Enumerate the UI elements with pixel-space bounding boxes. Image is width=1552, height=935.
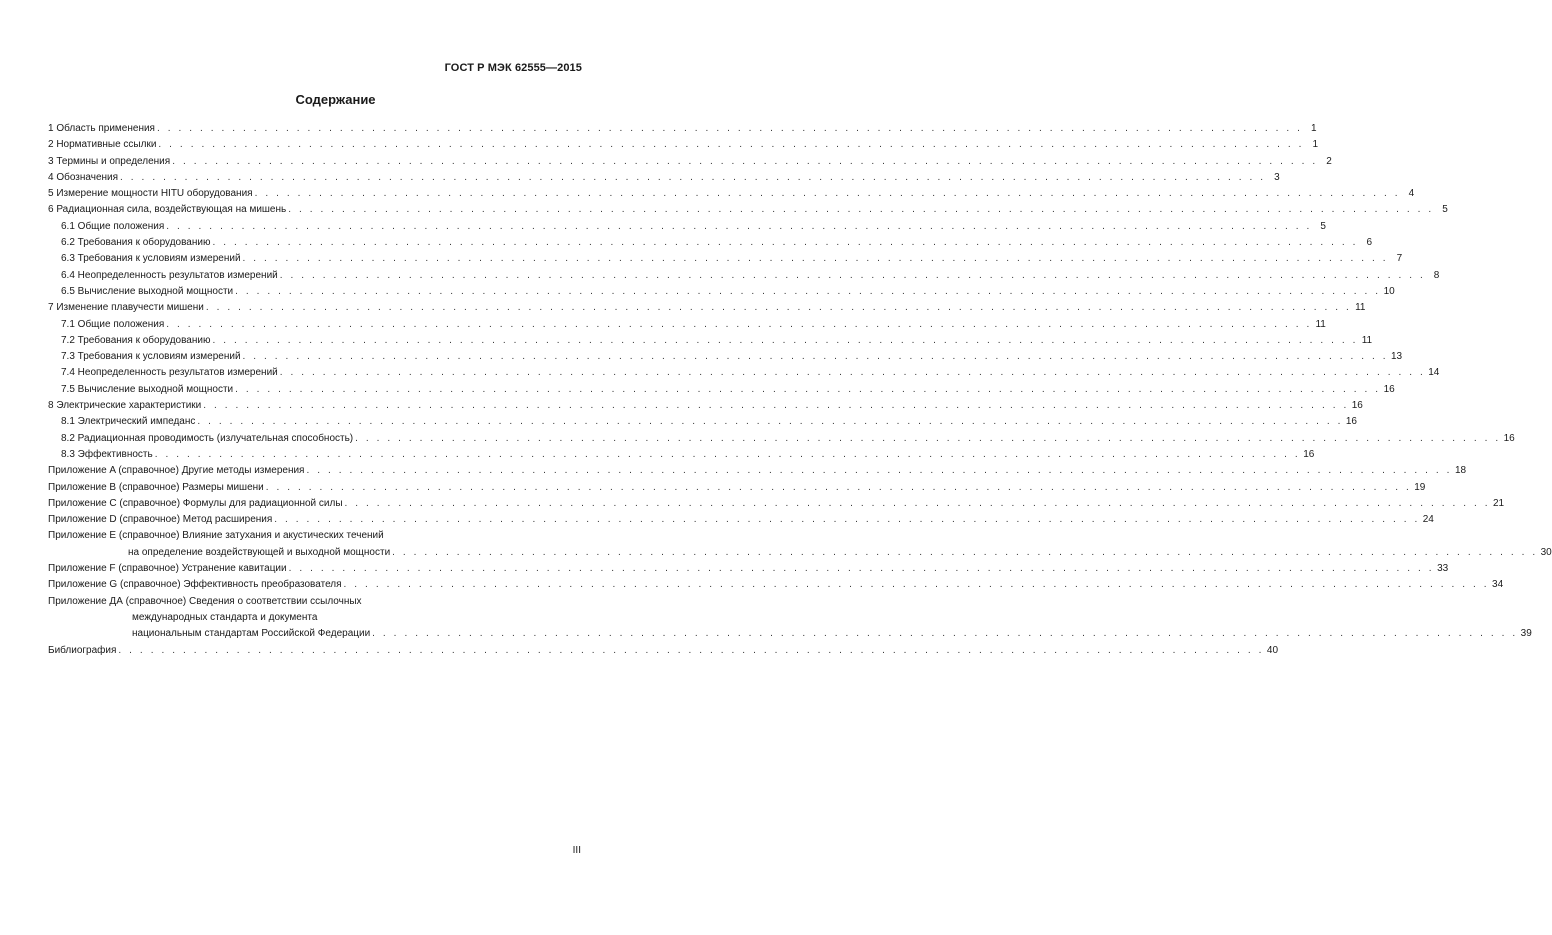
- toc-entry-label: 5 Измерение мощности HITU оборудования: [48, 188, 253, 200]
- toc-entry-annex-c[interactable]: [48, 496, 1505, 512]
- toc-entry-page: 10: [1383, 285, 1395, 297]
- leader-dots: . . . . . . . . . . . . . . . . . . . . . . . . . . . . . . . . . . . . . . . . . . . . . . . . . . . . . . . . . . . . . . . . . . . . . . . . . . . . . . . . . . . . . . . . . . . . . . . . . . . . . . . . . . .: [166, 220, 1312, 232]
- toc-entry-label: 6.4 Неопределенность результатов измерений: [61, 269, 278, 281]
- toc-entry-page: 16: [1351, 400, 1363, 412]
- leader-dots: . . . . . . . . . . . . . . . . . . . . . . . . . . . . . . . . . . . . . . . . . . . . . . . . . . . . . . . . . . . . . . . . . . . . . . . . . . . . . . . . . . . . . . . . . . . . . . . . . . . . . . . . . . .: [279, 367, 1426, 379]
- toc-entry-label: 7 Изменение плавучести мишени: [48, 302, 204, 314]
- toc-entry-annex-a[interactable]: [48, 463, 1467, 479]
- toc-entry-1[interactable]: [48, 121, 1317, 137]
- toc-entry-label-line1: Приложение E (справочное) Влияние затухания и акустических течений: [48, 530, 384, 542]
- toc-entry-bibliography[interactable]: [48, 643, 1279, 659]
- toc-entry-label: 6.5 Вычисление выходной мощности: [61, 285, 234, 297]
- leader-dots: . . . . . . . . . . . . . . . . . . . . . . . . . . . . . . . . . . . . . . . . . . . . . . . . . . . . . . . . . . . . . . . . . . . . . . . . . . . . . . . . . . . . . . . . . . . . . . . . . . . . . . . . . . .: [158, 139, 1305, 151]
- toc-entry-page: 16: [1503, 432, 1515, 444]
- toc-entry-page: 24: [1422, 514, 1434, 526]
- toc-entry-label: 8.2 Радиационная проводимость (излучательная способность): [61, 432, 354, 444]
- table-of-contents: [48, 121, 1552, 659]
- toc-entry-page: 21: [1493, 497, 1505, 509]
- toc-entry-8-3[interactable]: [48, 447, 1315, 463]
- leader-dots: . . . . . . . . . . . . . . . . . . . . . . . . . . . . . . . . . . . . . . . . . . . . . . . . . . . . . . . . . . . . . . . . . . . . . . . . . . . . . . . . . . . . . . . . . . . . . . . . . . . . . . . . . . .: [205, 302, 1352, 314]
- toc-entry-8-1[interactable]: [48, 414, 1357, 430]
- toc-entry-annex-e[interactable]: [48, 528, 1552, 561]
- toc-entry-page: 19: [1414, 481, 1426, 493]
- toc-entry-annex-da[interactable]: [48, 594, 1532, 643]
- toc-entry-page: 16: [1383, 383, 1395, 395]
- toc-entry-page: 40: [1266, 644, 1279, 656]
- toc-entry-page: 5: [1320, 220, 1326, 232]
- toc-entry-label: Приложение G (справочное) Эффективность преобразователя: [48, 579, 342, 591]
- toc-entry-6-1[interactable]: [48, 219, 1326, 235]
- toc-entry-label: 6.3 Требования к условиям измерений: [61, 253, 241, 265]
- toc-entry-6-3[interactable]: [48, 251, 1403, 267]
- toc-entry-label-line1: Приложение ДА (справочное) Сведения о соответствии ссылочных: [48, 595, 362, 607]
- leader-dots: . . . . . . . . . . . . . . . . . . . . . . . . . . . . . . . . . . . . . . . . . . . . . . . . . . . . . . . . . . . . . . . . . . . . . . . . . . . . . . . . . . . . . . . . . . . . . . . . . . . . . . . . . . .: [197, 416, 1343, 428]
- toc-entry-page: 7: [1396, 253, 1403, 265]
- toc-entry-label-line2: на определение воздействующей и выходной мощности: [128, 546, 391, 558]
- toc-entry-page: 18: [1454, 465, 1467, 477]
- leader-dots: . . . . . . . . . . . . . . . . . . . . . . . . . . . . . . . . . . . . . . . . . . . . . . . . . . . . . . . . . . . . . . . . . . . . . . . . . . . . . . . . . . . . . . . . . . . . . . . . . . . . . . . . . . .: [344, 497, 1491, 509]
- toc-entry-page: 6: [1366, 237, 1373, 249]
- toc-entry-label: 8 Электрические характеристики: [48, 400, 202, 412]
- toc-entry-page: 1: [1312, 139, 1319, 151]
- toc-entry-label: 8.3 Эффективность: [61, 448, 153, 460]
- toc-entry-7-3[interactable]: [48, 349, 1403, 365]
- toc-entry-3[interactable]: [48, 154, 1332, 170]
- toc-entry-8-2[interactable]: [48, 431, 1515, 447]
- toc-entry-6[interactable]: [48, 202, 1448, 218]
- toc-entry-page: 13: [1391, 351, 1403, 363]
- toc-entry-page: 11: [1315, 318, 1326, 330]
- leader-dots: . . . . . . . . . . . . . . . . . . . . . . . . . . . . . . . . . . . . . . . . . . . . . . . . . . . . . . . . . . . . . . . . . . . . . . . . . . . . . . . . . . . . . . . . . . . . . . . . . . . . . . . . . . .: [372, 628, 1518, 640]
- toc-entry-7-2[interactable]: [48, 333, 1373, 349]
- toc-entry-6-5[interactable]: [48, 284, 1395, 300]
- toc-entry-7-4[interactable]: [48, 365, 1440, 381]
- toc-entry-6-4[interactable]: [48, 268, 1440, 284]
- toc-entry-annex-g[interactable]: [48, 577, 1504, 593]
- leader-dots: . . . . . . . . . . . . . . . . . . . . . . . . . . . . . . . . . . . . . . . . . . . . . . . . . . . . . . . . . . . . . . . . . . . . . . . . . . . . . . . . . . . . . . . . . . . . . . . . . . . . . . . . . . .: [265, 481, 1412, 493]
- toc-entry-page: 30: [1540, 546, 1552, 558]
- toc-entry-label: 6.1 Общие положения: [61, 220, 165, 232]
- toc-entry-4[interactable]: [48, 170, 1280, 186]
- toc-entry-page: 39: [1520, 628, 1532, 640]
- leader-dots: . . . . . . . . . . . . . . . . . . . . . . . . . . . . . . . . . . . . . . . . . . . . . . . . . . . . . . . . . . . . . . . . . . . . . . . . . . . . . . . . . . . . . . . . . . . . . . . . . . . . . . . . . . .: [203, 400, 1349, 412]
- leader-dots: . . . . . . . . . . . . . . . . . . . . . . . . . . . . . . . . . . . . . . . . . . . . . . . . . . . . . . . . . . . . . . . . . . . . . . . . . . . . . . . . . . . . . . . . . . . . . . . . . . . . . . . . . . .: [254, 188, 1401, 200]
- toc-entry-label-line3: национальным стандартам Российской Федерации: [132, 628, 371, 640]
- toc-entry-page: 3: [1274, 171, 1280, 183]
- toc-entry-page: 11: [1361, 334, 1373, 346]
- toc-entry-label-line2: международных стандарта и документа: [132, 611, 318, 623]
- leader-dots: . . . . . . . . . . . . . . . . . . . . . . . . . . . . . . . . . . . . . . . . . . . . . . . . . . . . . . . . . . . . . . . . . . . . . . . . . . . . . . . . . . . . . . . . . . . . . . . . . . . . . . . . . . .: [154, 448, 1301, 460]
- toc-entry-label: 8.1 Электрический импеданс: [61, 416, 196, 428]
- toc-entry-label: 6 Радиационная сила, воздействующая на мишень: [48, 204, 287, 216]
- leader-dots: . . . . . . . . . . . . . . . . . . . . . . . . . . . . . . . . . . . . . . . . . . . . . . . . . . . . . . . . . . . . . . . . . . . . . . . . . . . . . . . . . . . . . . . . . . . . . . . . . . . . . . . . . . .: [392, 546, 1538, 558]
- toc-entry-page: 14: [1428, 367, 1440, 379]
- toc-entry-page: 34: [1492, 579, 1504, 591]
- standard-code: ГОСТ Р МЭК 62555—2015: [444, 62, 582, 74]
- toc-entry-label: 1 Область применения: [48, 123, 155, 134]
- toc-entry-page: 8: [1433, 269, 1440, 281]
- leader-dots: . . . . . . . . . . . . . . . . . . . . . . . . . . . . . . . . . . . . . . . . . . . . . . . . . . . . . . . . . . . . . . . . . . . . . . . . . . . . . . . . . . . . . . . . . . . . . . . . . . . . . . . . . . .: [242, 253, 1389, 265]
- leader-dots: . . . . . . . . . . . . . . . . . . . . . . . . . . . . . . . . . . . . . . . . . . . . . . . . . . . . . . . . . . . . . . . . . . . . . . . . . . . . . . . . . . . . . . . . . . . . . . . . . . . . . . . . . . .: [355, 432, 1501, 444]
- toc-entry-2[interactable]: [48, 137, 1319, 153]
- toc-entry-label: Приложение D (справочное) Метод расширения: [48, 514, 273, 526]
- toc-entry-label: 3 Термины и определения: [48, 155, 171, 167]
- toc-entry-5[interactable]: [48, 186, 1415, 202]
- toc-entry-label: 4 Обозначения: [48, 171, 119, 183]
- toc-entry-7-5[interactable]: [48, 382, 1395, 398]
- leader-dots: . . . . . . . . . . . . . . . . . . . . . . . . . . . . . . . . . . . . . . . . . . . . . . . . . . . . . . . . . . . . . . . . . . . . . . . . . . . . . . . . . . . . . . . . . . . . . . . . . . . . . . . . . . .: [172, 155, 1318, 167]
- leader-dots: . . . . . . . . . . . . . . . . . . . . . . . . . . . . . . . . . . . . . . . . . . . . . . . . . . . . . . . . . . . . . . . . . . . . . . . . . . . . . . . . . . . . . . . . . . . . . . . . . . . . . . . . . . .: [235, 285, 1381, 297]
- toc-entry-label: Приложение F (справочное) Устранение кавитации: [48, 563, 287, 575]
- toc-entry-label: 7.3 Требования к условиям измерений: [61, 351, 241, 363]
- leader-dots: . . . . . . . . . . . . . . . . . . . . . . . . . . . . . . . . . . . . . . . . . . . . . . . . . . . . . . . . . . . . . . . . . . . . . . . . . . . . . . . . . . . . . . . . . . . . . . . . . . . . . . . . . . .: [235, 383, 1381, 395]
- toc-entry-page: 4: [1408, 188, 1415, 200]
- leader-dots: . . . . . . . . . . . . . . . . . . . . . . . . . . . . . . . . . . . . . . . . . . . . . . . . . . . . . . . . . . . . . . . . . . . . . . . . . . . . . . . . . . . . . . . . . . . . . . . . . . . . . . . . . . .: [212, 334, 1359, 346]
- page-number: III: [572, 845, 581, 856]
- leader-dots: . . . . . . . . . . . . . . . . . . . . . . . . . . . . . . . . . . . . . . . . . . . . . . . . . . . . . . . . . . . . . . . . . . . . . . . . . . . . . . . . . . . . . . . . . . . . . . . . . . . . . . . . . . .: [288, 204, 1434, 216]
- toc-entry-label: Приложение B (справочное) Размеры мишени: [48, 481, 264, 493]
- toc-entry-page: 33: [1437, 563, 1449, 575]
- leader-dots: . . . . . . . . . . . . . . . . . . . . . . . . . . . . . . . . . . . . . . . . . . . . . . . . . . . . . . . . . . . . . . . . . . . . . . . . . . . . . . . . . . . . . . . . . . . . . . . . . . . . . . . . . . .: [274, 514, 1420, 526]
- leader-dots: . . . . . . . . . . . . . . . . . . . . . . . . . . . . . . . . . . . . . . . . . . . . . . . . . . . . . . . . . . . . . . . . . . . . . . . . . . . . . . . . . . . . . . . . . . . . . . . . . . . . . . . . . . .: [288, 563, 1435, 575]
- toc-entry-label: Библиография: [48, 644, 117, 656]
- leader-dots: . . . . . . . . . . . . . . . . . . . . . . . . . . . . . . . . . . . . . . . . . . . . . . . . . . . . . . . . . . . . . . . . . . . . . . . . . . . . . . . . . . . . . . . . . . . . . . . . . . . . . . . . . . .: [166, 318, 1312, 330]
- toc-entry-annex-f[interactable]: [48, 561, 1449, 577]
- toc-title: Содержание: [295, 92, 376, 107]
- toc-entry-label: Приложение C (справочное) Формулы для радиационной силы: [48, 497, 343, 509]
- toc-entry-annex-b[interactable]: [48, 480, 1426, 496]
- leader-dots: . . . . . . . . . . . . . . . . . . . . . . . . . . . . . . . . . . . . . . . . . . . . . . . . . . . . . . . . . . . . . . . . . . . . . . . . . . . . . . . . . . . . . . . . . . . . . . . . . . . . . . . . . . .: [120, 171, 1266, 183]
- leader-dots: . . . . . . . . . . . . . . . . . . . . . . . . . . . . . . . . . . . . . . . . . . . . . . . . . . . . . . . . . . . . . . . . . . . . . . . . . . . . . . . . . . . . . . . . . . . . . . . . . . . . . . . . . . .: [343, 579, 1490, 591]
- toc-entry-page: 16: [1345, 416, 1357, 428]
- toc-entry-label: 7.2 Требования к оборудованию: [61, 334, 211, 346]
- leader-dots: . . . . . . . . . . . . . . . . . . . . . . . . . . . . . . . . . . . . . . . . . . . . . . . . . . . . . . . . . . . . . . . . . . . . . . . . . . . . . . . . . . . . . . . . . . . . . . . . . . . . . . . . . . .: [212, 237, 1359, 249]
- leader-dots: . . . . . . . . . . . . . . . . . . . . . . . . . . . . . . . . . . . . . . . . . . . . . . . . . . . . . . . . . . . . . . . . . . . . . . . . . . . . . . . . . . . . . . . . . . . . . . . . . . . . . . . . . . .: [156, 123, 1303, 134]
- leader-dots: . . . . . . . . . . . . . . . . . . . . . . . . . . . . . . . . . . . . . . . . . . . . . . . . . . . . . . . . . . . . . . . . . . . . . . . . . . . . . . . . . . . . . . . . . . . . . . . . . . . . . . . . . . .: [242, 351, 1389, 363]
- toc-entry-page: 1: [1311, 123, 1317, 134]
- toc-entry-label: 7.1 Общие положения: [61, 318, 165, 330]
- toc-entry-label: 7.4 Неопределенность результатов измерений: [61, 367, 278, 379]
- toc-entry-label: 2 Нормативные ссылки: [48, 139, 157, 151]
- toc-entry-7[interactable]: [48, 300, 1366, 316]
- toc-entry-page: 11: [1355, 302, 1366, 314]
- toc-entry-8[interactable]: [48, 398, 1363, 414]
- toc-entry-page: 5: [1442, 204, 1448, 216]
- toc-entry-page: 2: [1326, 155, 1332, 167]
- toc-entry-label: 7.5 Вычисление выходной мощности: [61, 383, 234, 395]
- toc-entry-6-2[interactable]: [48, 235, 1373, 251]
- leader-dots: . . . . . . . . . . . . . . . . . . . . . . . . . . . . . . . . . . . . . . . . . . . . . . . . . . . . . . . . . . . . . . . . . . . . . . . . . . . . . . . . . . . . . . . . . . . . . . . . . . . . . . . . . . .: [306, 465, 1453, 477]
- leader-dots: . . . . . . . . . . . . . . . . . . . . . . . . . . . . . . . . . . . . . . . . . . . . . . . . . . . . . . . . . . . . . . . . . . . . . . . . . . . . . . . . . . . . . . . . . . . . . . . . . . . . . . . . . . .: [279, 269, 1426, 281]
- toc-entry-page: 16: [1303, 448, 1315, 460]
- toc-entry-label: 6.2 Требования к оборудованию: [61, 237, 211, 249]
- toc-entry-annex-d[interactable]: [48, 512, 1434, 528]
- leader-dots: . . . . . . . . . . . . . . . . . . . . . . . . . . . . . . . . . . . . . . . . . . . . . . . . . . . . . . . . . . . . . . . . . . . . . . . . . . . . . . . . . . . . . . . . . . . . . . . . . . . . . . . . . . .: [118, 644, 1265, 656]
- toc-entry-label: Приложение A (справочное) Другие методы измерения: [48, 465, 305, 477]
- toc-entry-7-1[interactable]: [48, 317, 1326, 333]
